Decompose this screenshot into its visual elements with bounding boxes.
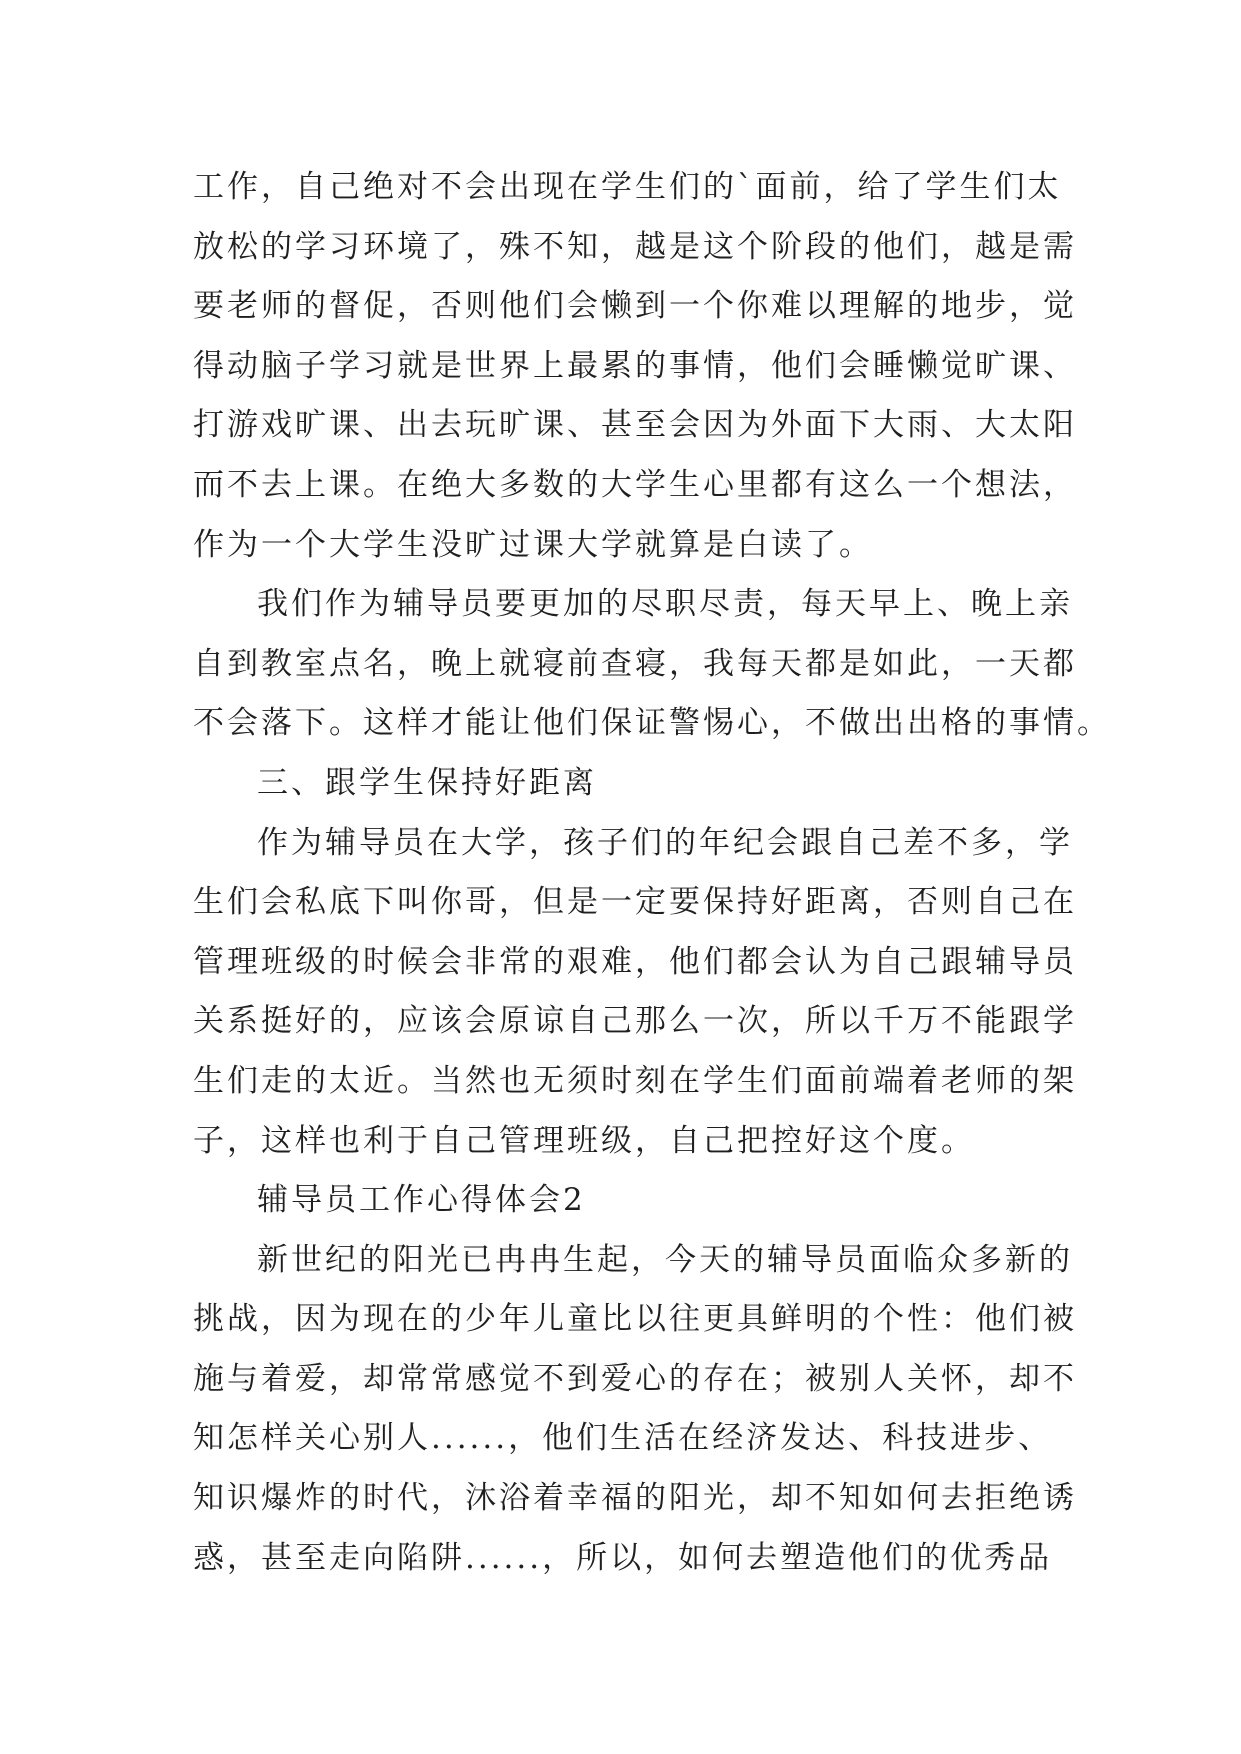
text-line: 要老师的督促，否则他们会懒到一个你难以理解的地步，觉 — [193, 288, 1077, 325]
text-line: 自到教室点名，晚上就寝前查寝，我每天都是如此，一天都 — [193, 645, 1077, 682]
text-line: 我们作为辅导员要更加的尽职尽责，每天早上、晚上亲 — [257, 586, 1073, 623]
text-line: 知怎样关心别人......，他们生活在经济发达、科技进步、 — [193, 1420, 1053, 1457]
text-line: 新世纪的阳光已冉冉生起，今天的辅导员面临众多新的 — [257, 1241, 1073, 1278]
text-line: 而不去上课。在绝大多数的大学生心里都有这么一个想法， — [193, 466, 1077, 503]
article-title: 辅导员工作心得体会2 — [257, 1182, 586, 1219]
text-line: 子，这样也利于自己管理班级，自己把控好这个度。 — [193, 1122, 975, 1159]
text-line: 作为辅导员在大学，孩子们的年纪会跟自己差不多，学 — [257, 824, 1073, 861]
text-line: 挑战，因为现在的少年儿童比以往更具鲜明的个性：他们被 — [193, 1301, 1077, 1338]
text-line: 生们走的太近。当然也无须时刻在学生们面前端着老师的架 — [193, 1062, 1077, 1099]
text-line: 施与着爱，却常常感觉不到爱心的存在；被别人关怀，却不 — [193, 1360, 1077, 1397]
text-line: 惑，甚至走向陷阱......，所以，如何去塑造他们的优秀品 — [193, 1539, 1053, 1576]
section-heading: 三、跟学生保持好距离 — [257, 764, 597, 801]
text-line: 得动脑子学习就是世界上最累的事情，他们会睡懒觉旷课、 — [193, 347, 1077, 384]
text-line: 放松的学习环境了，殊不知，越是这个阶段的他们，越是需 — [193, 228, 1077, 265]
text-line: 打游戏旷课、出去玩旷课、甚至会因为外面下大雨、大太阳 — [193, 407, 1077, 444]
text-line: 作为一个大学生没旷过课大学就算是白读了。 — [193, 526, 873, 563]
text-line: 工作，自己绝对不会出现在学生们的`面前，给了学生们太 — [193, 169, 1062, 205]
text-line: 不会落下。这样才能让他们保证警惕心，不做出出格的事情。 — [193, 705, 1111, 742]
text-line: 知识爆炸的时代，沐浴着幸福的阳光，却不知如何去拒绝诱 — [193, 1480, 1077, 1517]
text-line: 生们会私底下叫你哥，但是一定要保持好距离，否则自己在 — [193, 884, 1077, 921]
body-text — [193, 158, 1111, 1588]
text-line: 关系挺好的，应该会原谅自己那么一次，所以千万不能跟学 — [193, 1003, 1077, 1040]
text-line: 管理班级的时候会非常的艰难，他们都会认为自己跟辅导员 — [193, 943, 1077, 980]
